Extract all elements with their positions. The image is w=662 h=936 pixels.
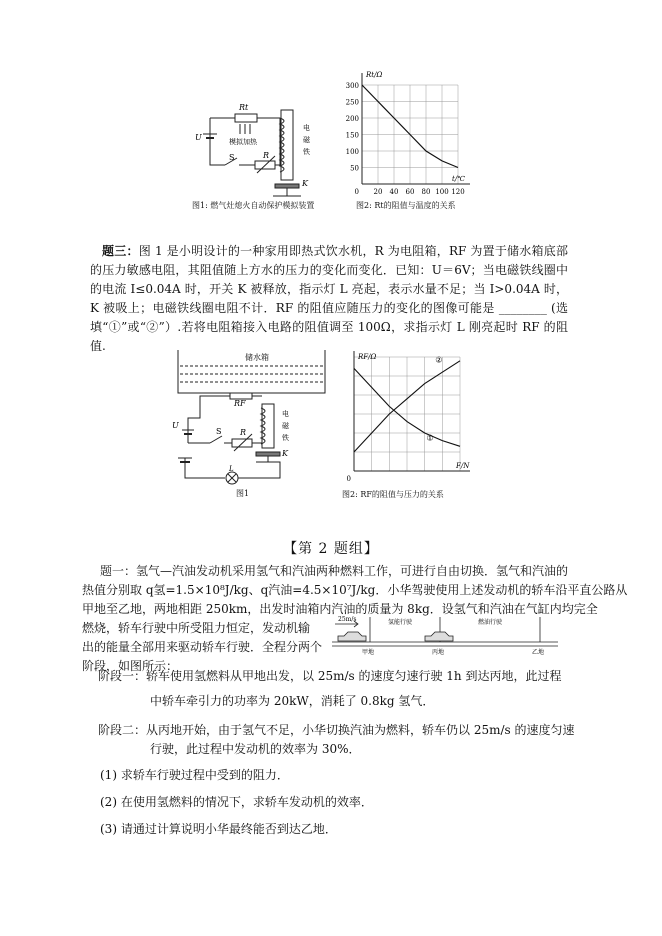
problem1-line-6: 阶段，如图所示： [82,659,179,673]
mid-chart-series-label-2: ② [435,355,443,365]
mid-k-label: K [282,449,288,458]
top-chart-x-axis-label: t/℃ [452,175,466,183]
top-fig2-caption: 图2: Rt的阻值与温度的关系 [356,201,456,210]
mid-chart-origin-label: 0 [346,475,351,483]
road-figure [330,612,562,658]
magnet-label-1: 电 [303,124,310,132]
top-chart-x-tick-label: 80 [421,188,431,196]
top-chart-x-tick-label: 60 [405,188,415,196]
top-chart-y-axis-label: Rt/Ω [366,71,383,79]
top-chart-y-tick-label: 200 [345,115,359,123]
heat-label: 模拟加热 [229,138,257,146]
top-chart-x-tick-label: 40 [389,188,399,196]
rf-label: RF [234,399,246,408]
top-chart-x-tick-label: 120 [451,188,465,196]
mid-circuit-figure [170,348,330,488]
top-chart-y-tick-label: 250 [345,98,359,107]
top-chart-y-tick-label: 100 [345,148,359,156]
mid-chart-y-axis-label: RF/Ω [358,353,377,361]
top-chart-y-tick-label: 300 [345,82,359,90]
mid-rf-pressure-chart [340,345,490,483]
top-circuit-figure [185,90,335,200]
mid-fig2-caption: 图2: RF的阻值与压力的关系 [342,490,444,499]
top-rt-temperature-chart [340,65,480,200]
road-point-b: 丙地 [432,649,445,656]
sub-question-2: (2) 在使用氢燃料的情况下，求轿车发动机的效率． [100,795,373,809]
question-3-lead: 题三： [102,244,139,258]
mid-chart-x-axis-label: F/N [456,462,470,470]
mid-s-label: S [216,427,222,436]
magnet-label-2: 磁 [303,136,310,144]
top-chart-x-tick-label: 100 [435,188,449,196]
mid-chart-series-label-1: ① [426,433,434,443]
mid-magnet-label-2: 磁 [282,422,289,430]
lamp-label: L [229,465,234,473]
mid-u-label: U [172,421,179,430]
problem1-line-1: 题一：氢气—汽油发动机采用氢气和汽油两种燃料工作，可进行自由切换．氢气和汽油的 [100,564,569,578]
stage2-line-b: 行驶，此过程中发动机的效率为 30%． [150,742,361,756]
section-title: 【第 2 题组】 [283,541,379,557]
tank-label: 储水箱 [245,353,269,362]
question-3-text: 图 1 是小明设计的一种家用即热式饮水机，R 为电阻箱，RF 为置于储水箱底部的压力敏感电阻，其阻值随上方水的压力的变化而变化．已知：U＝6V；当电磁铁线圈中的电流 I≤0.04A 时，开关 K 被释放，指示灯 L 亮起，表示水量不足；当 I>0.04A 时，K 被吸上；电磁铁线圈电阻不计．RF 的阻值应随压力的变化的图像可能是 ________ (选填“①”或“②”）.若将电阻箱接入电路的阻值调至 100Ω，求指示灯 L 刚亮起时 RF 的阻值. [90,244,568,353]
stage1-line-b: 中轿车牵引力的功率为 20kW，消耗了 0.8kg 氢气． [150,694,435,708]
problem1-line-5: 出的能量全部用来驱动轿车行驶．全程分两个 [82,640,323,654]
road-segment-2: 燃油行驶 [478,619,503,626]
mid-magnet-label-1: 电 [282,410,289,418]
mid-magnet-label-3: 铁 [282,434,289,442]
top-fig1-caption: 图1: 燃气灶熄火自动保护模拟装置 [192,201,315,210]
road-point-a: 甲地 [362,649,375,656]
top-chart-y-tick-label: 50 [350,164,359,173]
problem1-line-3: 甲地至乙地，两地相距 250km，出发时油箱内汽油的质量为 8kg．设氢气和汽油在气缸内均完全 [82,602,598,616]
magnet-label-3: 铁 [303,148,310,156]
road-segment-1: 氢能行驶 [388,619,413,626]
r-label: R [263,151,270,160]
u-label: U [195,133,202,142]
road-speed: 25m/s [338,616,357,623]
top-chart-origin-label: 0 [354,188,359,196]
mid-fig1-caption: 图1 [236,489,250,498]
sub-question-1: (1) 求轿车行驶过程中受到的阻力． [100,768,289,782]
mid-r-label: R [240,428,247,437]
top-chart-y-tick-label: 150 [345,131,359,140]
k-label: K [302,179,308,188]
stage2-line-a: 阶段二：从丙地开始，由于氢气不足，小华切换汽油为燃料，轿车仍以 25m/s 的速度匀速 [98,723,575,737]
problem1-line-2: 热值分别取 q氢=1.5×10⁸J/kg、q汽油=4.5×10⁷J/kg．小华驾驶使用上述发动机的轿车沿平直公路从 [82,583,628,597]
stage1-line-a: 阶段一：轿车使用氢燃料从甲地出发，以 25m/s 的速度匀速行驶 1h 到达丙地，此过程 [98,669,562,683]
question-3-paragraph [90,242,568,356]
problem1-line-4: 燃烧，轿车行驶中所受阻力恒定，发动机输 [82,621,311,635]
top-chart-x-tick-label: 20 [373,188,383,196]
sub-question-3: (3) 请通过计算说明小华最终能否到达乙地． [100,822,337,836]
rt-resistor [235,114,257,122]
rt-label: Rt [239,103,249,112]
road-point-c: 乙地 [532,649,545,656]
s-label: S [229,153,235,162]
